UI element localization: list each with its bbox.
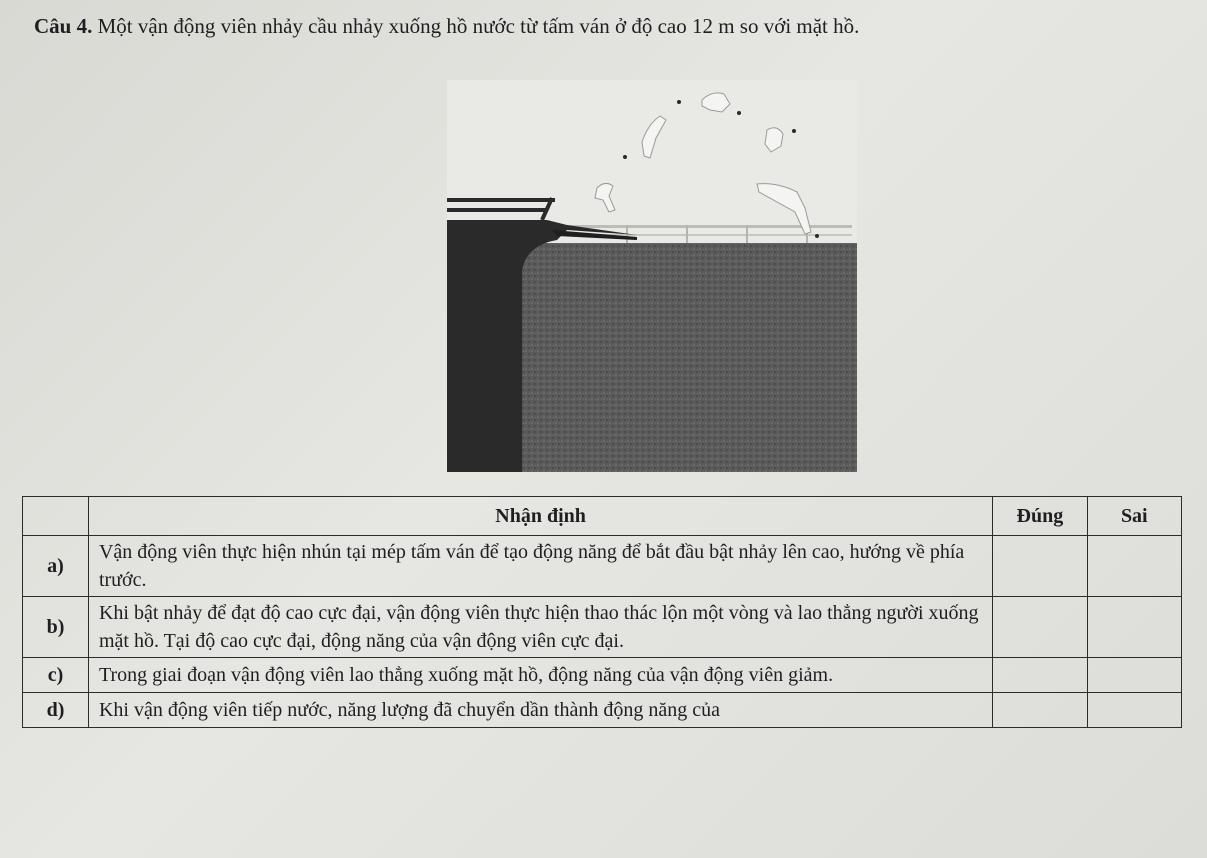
row-key: b) [23, 597, 89, 658]
header-false: Sai [1087, 497, 1181, 536]
header-key [23, 497, 89, 536]
table-row [23, 536, 1182, 597]
false-checkbox-cell[interactable] [1087, 536, 1181, 597]
question-number: Câu 4. [34, 14, 93, 38]
table-row [23, 693, 1182, 728]
table-row [23, 597, 1182, 658]
row-statement: Trong giai đoạn vận động viên lao thẳng xuống mặt hồ, động năng của vận động viên giảm. [88, 658, 992, 693]
true-checkbox-cell[interactable] [993, 693, 1087, 728]
pool-water [519, 243, 857, 472]
table-row [23, 658, 1182, 693]
row-key: d) [23, 693, 89, 728]
row-statement: Vận động viên thực hiện nhún tại mép tấm ván để tạo động năng để bắt đầu bật nhảy lên cao, hướng về phía trước. [88, 536, 992, 597]
statement-table [22, 496, 1182, 728]
false-checkbox-cell[interactable] [1087, 658, 1181, 693]
header-true: Đúng [993, 497, 1087, 536]
table-header-row [23, 497, 1182, 536]
false-checkbox-cell[interactable] [1087, 597, 1181, 658]
header-statement: Nhận định [88, 497, 992, 536]
row-key: c) [23, 658, 89, 693]
question-body: Một vận động viên nhảy cầu nhảy xuống hồ nước từ tấm ván ở độ cao 12 m so với mặt hồ. [97, 14, 860, 38]
diver-sequence-illustration [447, 80, 857, 472]
question-text [34, 12, 1184, 40]
false-checkbox-cell[interactable] [1087, 693, 1181, 728]
diving-figure [447, 80, 857, 472]
true-checkbox-cell[interactable] [993, 597, 1087, 658]
row-key: a) [23, 536, 89, 597]
true-checkbox-cell[interactable] [993, 658, 1087, 693]
row-statement: Khi bật nhảy để đạt độ cao cực đại, vận động viên thực hiện thao thác lộn một vòng và lao thẳng người xuống mặt hồ. Tại độ cao cực đại, động năng của vận động viên cực đại. [88, 597, 992, 658]
row-statement: Khi vận động viên tiếp nước, năng lượng đã chuyển dần thành động năng của [88, 693, 992, 728]
true-checkbox-cell[interactable] [993, 536, 1087, 597]
